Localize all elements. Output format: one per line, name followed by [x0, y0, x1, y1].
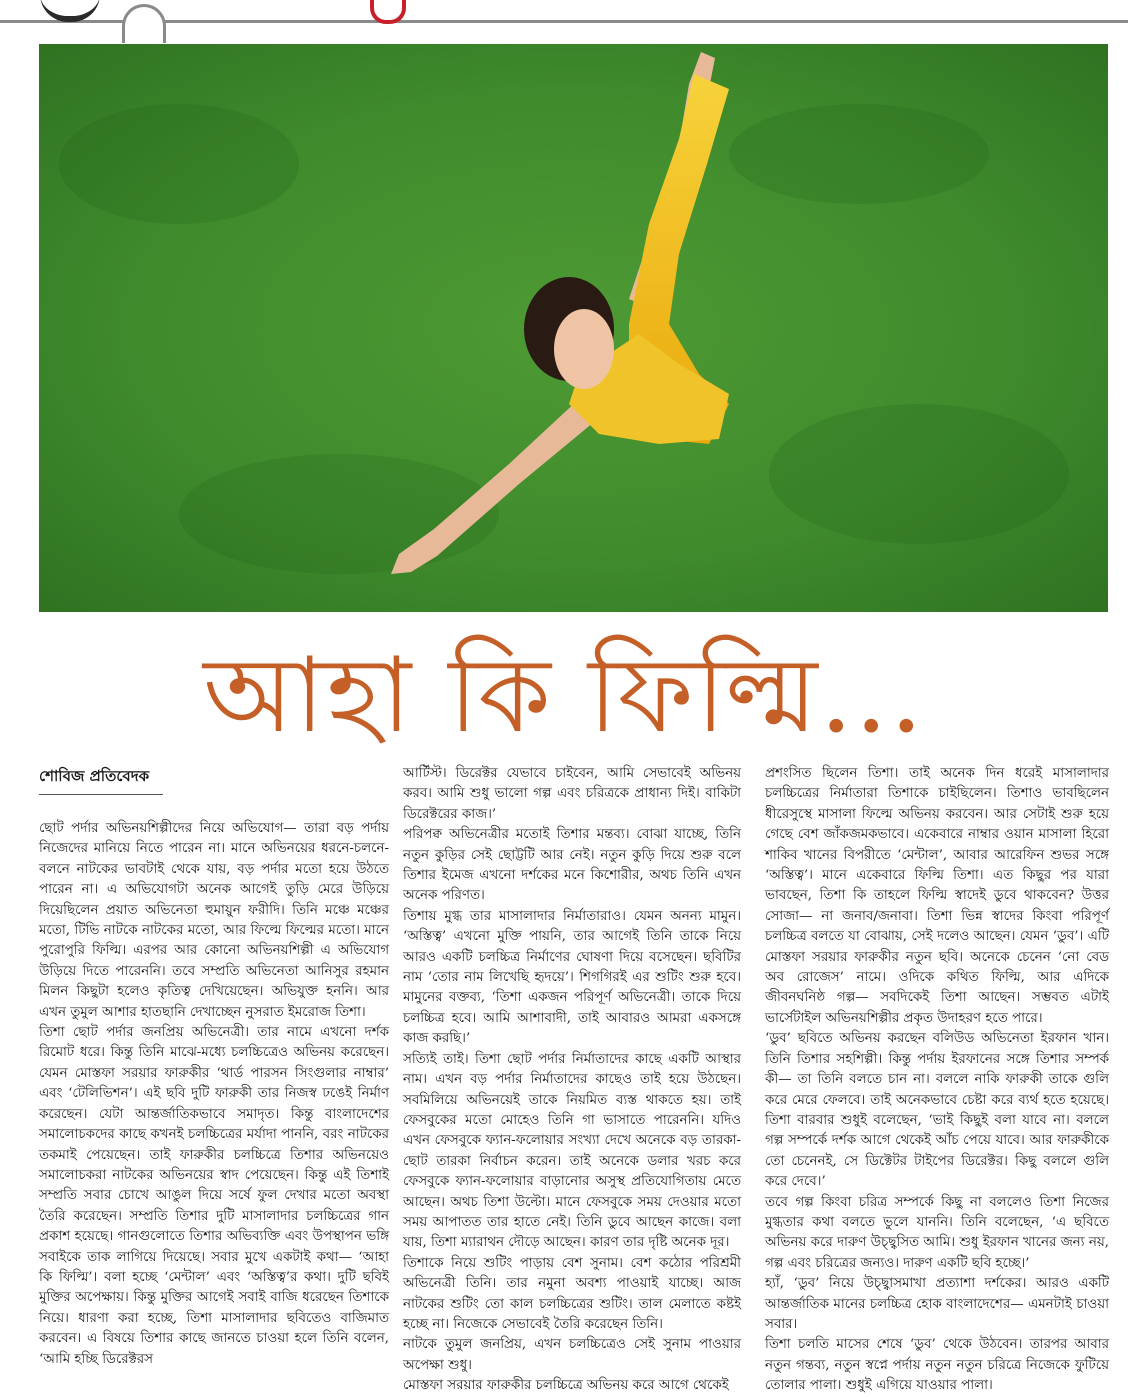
paragraph: আর্টিস্ট। ডিরেক্টর যেভাবে চাইবেন, আমি সেভাবেই অভিনয় করব। আমি শুধু ভালো গল্প এবং চরিত্রকে প্রাধান্য দিই। বাকিটা ডিরেক্টরের কাজ।’ [403, 766, 741, 822]
byline: শোবিজ প্রতিবেদক [39, 764, 163, 795]
paragraph: তবে গল্প কিংবা চরিত্র সম্পর্কে কিছু না বললেও তিশা নিজের মুগ্ধতার কথা বলতে ভুলে যাননি। তিনি বলেছেন, ‘এ ছবিতে অভিনয় করে দারুণ উচ্ছ্বসিত আমি। শুধু ইরফান খানের জন্য নয়, গল্প এবং চরিত্রের জন্যও। দারুণ একটি ছবি হচ্ছে।’ [765, 1194, 1109, 1271]
article-column-3 [765, 764, 1109, 1397]
article-column-2 [403, 764, 741, 1397]
paragraph: হ্যাঁ, ‘ডুব’ নিয়ে উচ্ছ্বাসমাখা প্রত্যাশা দর্শকের। আরও একটি আন্তর্জাতিক মানের চলচ্চিত্র হোক বাংলাদেশের— এমনটাই চাওয়া সবার। [765, 1276, 1109, 1332]
top-rule [0, 20, 1128, 23]
paragraph: মোস্তফা সরয়ার ফারুকীর চলচ্চিত্রে অভিনয় করে আগে থেকেই [403, 1378, 729, 1394]
section-logo-mark [40, 0, 100, 22]
article-column-1 [39, 764, 389, 1370]
article-headline: আহা কি ফিল্মি... [203, 634, 925, 756]
paragraph: ছোট পর্দার অভিনয়শিল্পীদের নিয়ে অভিযোগ— তারা বড় পর্দায় নিজেদের মানিয়ে নিতে পারেন না। মানে অভিনয়ের ধরনে-চলনে-বলনে নাটকের ভাবটাই থেকে যায়, বড় পর্দার মতো হয়ে উঠতে পারেন না। এ অভিযোগটা অনেক আগেই তুড়ি মেরে উড়িয়ে দিয়েছিলেন প্রয়াত অভিনেতা হুমায়ুন ফরীদি। তিনি মঞ্চে মঞ্চের মতো, টিভি নাটকে নাটকের মতো, আর ফিল্মে ফিল্মের মতো। মানে পুরোপুরি ফিল্মি। এরপর আর কোনো অভিনয়শিল্পী এ অভিযোগ উড়িয়ে দিতে পারেননি। তবে সম্প্রতি অভিনেতা আনিসুর রহমান মিলন কিছুটা হলেও কৃতিত্ব দেখিয়েছেন। অভিযুক্ত হননি। আর এখন তুমুল আশার হাতছানি দেখাচ্ছেন নুসরাত ইমরোজ তিশা। [39, 821, 389, 1020]
feature-photo [39, 44, 1108, 612]
paragraph: প্রশংসিত ছিলেন তিশা। তাই অনেক দিন ধরেই মাসালাদার চলচ্চিত্রের নির্মাতারা তিশাকে চাইছিলেন। তিশাও ভাবছিলেন ধীরেসুস্থে মাসালা ফিল্মে অভিনয় করবেন। আর সেটাই শুরু হয়ে গেছে বেশ জাঁকজমকভাবে। একেবারে নাম্বার ওয়ান মাসালা হিরো শাকিব খানের বিপরীতে ‘মেন্টাল’, আবার আরেফিন শুভর সঙ্গে ‘অস্তিত্ব’। মানে একেবারে ফিল্মি তিশা। এত কিছুর পর যারা ভাবছেন, তিশা কি তাহলে ফিল্মি স্বাদেই ডুবে থাকবেন? উত্তর সোজা— না জনাব/জনাবা। তিশা ভিন্ন স্বাদের কিংবা পরিপূর্ণ চলচ্চিত্র বলতে যা বোঝায়, সেই দলেও আছেন। যেমন ‘ডুব’। এটি মোস্তফা সরয়ার ফারুকীর নতুন ছবি। অনেকে চেনেন ‘নো বেড অব রোজেস’ নামে। ওদিকে কথিত ফিল্মি, আর এদিকে জীবনঘনিষ্ঠ গল্প— সবদিকেই তিশা আছেন। সম্ভবত এটাই ভার্সেটাইল অভিনয়শিল্পীর প্রকৃত উদাহরণ হতে পারে। [765, 766, 1109, 1026]
paragraph: সত্যিই তাই। তিশা ছোট পর্দার নির্মাতাদের কাছে একটি আস্থার নাম। এখন বড় পর্দার নির্মাতাদের কাছেও তাই হয়ে উঠছেন। সবমিলিয়ে অভিনয়েই তাকে নিয়মিত ব্যস্ত থাকতে হয়। তাই ফেসবুকের মতো মোহেও তিনি গা ভাসাতে পারেননি। যদিও এখন ফেসবুকে ফ্যান-ফলোয়ার সংখ্যা দেখে অনেকে বড় তারকা-ছোট তারকা নির্বাচন করেন। তাই অনেকে ডলার খরচ করে ফেসবুকে ফ্যান-ফলোয়ার বাড়ানোর অসুস্থ প্রতিযোগিতায় মেতে আছেন। অথচ তিশা উল্টো। মানে ফেসবুকে সময় দেওয়ার মতো সময় আপাতত তার হাতে নেই। তিনি ডুবে আছেন কাজে। বলা যায়, তিশা ম্যারাথন দৌড়ে আছেন। কারণ তার দৃষ্টি অনেক দূর। [403, 1051, 741, 1251]
paragraph: তিশায় মুগ্ধ তার মাসালাদার নির্মাতারাও। যেমন অনন্য মামুন। ‘অস্তিত্ব’ এখনো মুক্তি পায়নি, তার আগেই তিনি তাকে নিয়ে আরও একটি চলচ্চিত্র নির্মাণের ঘোষণা দিয়ে বসেছেন। ছবিটির নাম ‘তোর নাম লিখেছি হৃদয়ে’। শিগগিরই এর শুটিং শুরু হবে। মামুনের বক্তব্য, ‘তিশা একজন পরিপূর্ণ অভিনেত্রী। তাকে দিয়ে চলচ্চিত্র হবে। আমি আশাবাদী, তাই আবারও আমরা একসঙ্গে কাজ করছি।’ [403, 908, 741, 1047]
paragraph: ‘ডুব’ ছবিতে অভিনয় করছেন বলিউড অভিনেতা ইরফান খান। তিনি তিশার সহশিল্পী। কিন্তু পর্দায় ইরফানের সঙ্গে তিশার সম্পর্ক কী— তা তিনি বলতে চান না। বললে নাকি ফারুকী তাকে গুলি করে মেরে ফেলবে। তাই অনেকভাবে চেষ্টা করে ব্যর্থ হতে হয়েছে। তিশা বারবার শুধুই বলেছেন, ‘ভাই কিছুই বলা যাবে না। বললে গল্প সম্পর্কে দর্শক আগে থেকেই আঁচ পেয়ে যাবে। আর ফারুকীকে তো চেনেনই, সে ডিক্টেটর টাইপের ডিরেক্টর। কিছু বললে গুলি করে দেবে।’ [765, 1031, 1109, 1190]
paragraph: তিশাকে নিয়ে শুটিং পাড়ায় বেশ সুনাম। বেশ কঠোর পরিশ্রমী অভিনেত্রী তিনি। তার নমুনা অবশ্য পাওয়াই যাচ্ছে। আজ নাটকের শুটিং তো কাল চলচ্চিত্রের শুটিং। তাল মেলাতে কষ্টই হচ্ছে না। নিজেকে সেভাবেই তৈরি করেছেন তিনি। [403, 1255, 741, 1332]
paragraph: পরিপক্ব অভিনেত্রীর মতোই তিশার মন্তব্য। বোঝা যাচ্ছে, তিনি নতুন কুড়ির সেই ছোট্টটি আর নেই। নতুন কুড়ি দিয়ে শুরু বলে তিশার ইমেজ এখনো দর্শকের মনে কিশোরীর, অথচ তিনি এখন অনেক পরিণত। [403, 827, 741, 904]
photo-illustration [39, 44, 1108, 612]
paragraph: নাটকে তুমুল জনপ্রিয়, এখন চলচ্চিত্রেও সেই সুনাম পাওয়ার অপেক্ষা শুধু। [403, 1337, 741, 1373]
section-logo-arc [122, 4, 166, 43]
face [554, 309, 614, 389]
paragraph: তিশা ছোট পর্দার জনপ্রিয় অভিনেত্রী। তার নামে এখনো দর্শক রিমোট ধরে। কিন্তু তিনি মাঝে-মধ্যে চলচ্চিত্রেও অভিনয় করেছেন। যেমন মোস্তফা সরয়ার ফারুকীর ‘থার্ড পারসন সিংগুলার নাম্বার’ এবং ‘টেলিভিশন’। এই ছবি দুটি ফারুকী তার নিজস্ব ঢঙেই নির্মাণ করেছেন। যেটা আন্তর্জাতিকভাবে সমাদৃত। কিন্তু বাংলাদেশের সমালোচকদের কাছে কখনই চলচ্চিত্রের মর্যাদা পাননি, বরং নাটকের তকমাই পেয়েছেন। তাই ফারুকীর চলচ্চিত্রে তিশার অভিনয়েও সমালোচকরা নাটকের অভিনয়ের স্বাদ পেয়েছেন। কিন্তু এই তিশাই সম্প্রতি সবার চোখে আঙুল দিয়ে সর্ষে ফুল দেখার মতো অবস্থা তৈরি করেছেন। সম্প্রতি তিশার দুটি মাসালাদার চলচ্চিত্রের গান প্রকাশ হয়েছে। গানগুলোতে তিশার অভিব্যক্তি এবং উপস্থাপন ভঙ্গি সবাইকে তাক লাগিয়ে দিয়েছে। সবার মুখে একটাই কথা— ‘আহা কি ফিল্মি’। বলা হচ্ছে ‘মেন্টাল’ এবং ‘অস্তিত্ব’র কথা। দুটি ছবিই মুক্তির অপেক্ষায়। কিন্তু মুক্তির আগেই সবাই বাজি ধরেছেন তিশাকে নিয়ে। ধারণা করা হচ্ছে, তিশা মাসালাদার ছবিতেও বাজিমাত করবেন। এ বিষয়ে তিশার কাছে জানতে চাওয়া হলে তিনি বলেন, ‘আমি হচ্ছি ডিরেক্টরস [39, 1025, 389, 1367]
paragraph: তিশা চলতি মাসের শেষে ‘ডুব’ থেকে উঠবেন। তারপর আবার নতুন গন্তব্য, নতুন স্বপ্নে পর্দায় নতুন নতুন চরিত্রে নিজেকে ফুটিয়ে তোলার পালা। শুধুই এগিয়ে যাওয়ার পালা। [765, 1337, 1109, 1394]
